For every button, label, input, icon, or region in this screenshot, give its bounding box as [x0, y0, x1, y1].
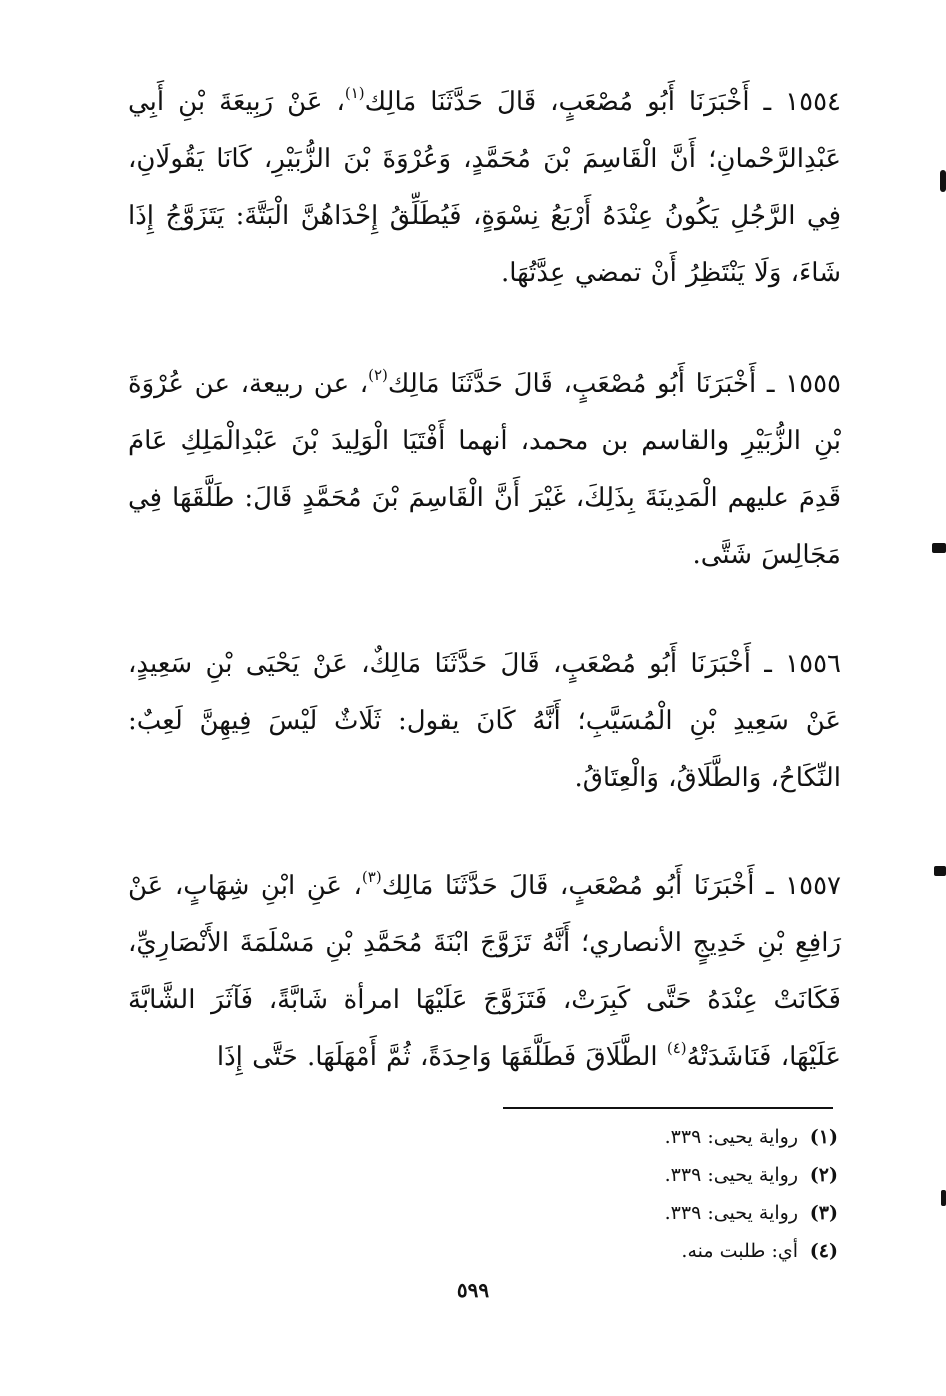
footnote-text: رواية يحيى: ٣٣٩. [664, 1126, 798, 1148]
footnote-item [500, 1156, 838, 1194]
scan-edge-mark [932, 543, 946, 553]
hadith-text: أَخْبَرَنَا أَبُو مُصْعَبٍ، قَالَ حَدَّثَنَا مَالِك [387, 369, 757, 399]
footnote-text: رواية يحيى: ٣٣٩. [664, 1202, 798, 1224]
hadith-number: ١٥٥٥ [785, 369, 841, 399]
hadith-text: ، عَنِ ابْنِ شِهَابٍ، عَنْ رَافِعِ بْنِ خَدِيجٍ الأنصاري؛ أَنَّهُ تَزَوَّجَ ابْنَةَ مُحَمَّدِ بْنِ مَسْلَمَةَ الأَنْصَارِيِّ، فَكَانَتْ عِنْدَهُ حَتَّى كَبِرَتْ، فَتَزَوَّجَ عَلَيْهَا امرأة شَابَّةً، فَآثَرَ الشَّابَّةَ عَلَيْهَا، فَنَاشَدَتْهُ [128, 871, 841, 1072]
scan-edge-mark [941, 1190, 946, 1206]
footnote-item [500, 1232, 838, 1270]
footnote-mark: (٣) [809, 1202, 838, 1224]
page-number: ٥٩٩ [456, 1278, 490, 1302]
footnote-text: أي: طلبت منه. [681, 1240, 798, 1262]
hadith-text: ، عن ربيعة، عن عُرْوَةَ بْنِ الزُّبَيْرِ والقاسم بن محمد، أنهما أَفْتَيَا الْوَلِيدَ بْنَ عَبْدِالْمَلِكِ عَامَ قَدِمَ عليهم الْمَدِينَةَ بِذَلِكَ، غَيْرَ أَنَّ الْقَاسِمَ بْنَ مُحَمَّدٍ قَالَ: طَلَّقَهَا فِي مَجَالِسَ شَتَّى. [128, 369, 841, 570]
footnote-reference: (٢) [368, 366, 388, 384]
footnote-mark: (١) [809, 1126, 838, 1148]
hadith-text: الطَّلَاقَ فَطَلَّقَهَا وَاحِدَةً، ثُمَّ أَمْهَلَهَا. حَتَّى إِذَا [216, 1042, 667, 1072]
hadith-number: ١٥٥٦ [785, 649, 841, 679]
footnote-text: رواية يحيى: ٣٣٩. [664, 1164, 798, 1186]
footnote-item [500, 1118, 838, 1156]
footnote-mark: (٢) [809, 1164, 838, 1186]
hadith-number: ١٥٥٤ [785, 87, 841, 117]
hadith-text: أَخْبَرَنَا أَبُو مُصْعَبٍ، قَالَ حَدَّثَنَا مَالِك [364, 87, 750, 117]
footnote-mark: (٤) [809, 1240, 838, 1262]
scan-edge-mark [940, 170, 946, 192]
footnote-item [500, 1194, 838, 1232]
footnote-reference: (١) [344, 84, 365, 102]
hadith-1557: ١٥٥٧ ـ أَخْبَرَنَا أَبُو مُصْعَبٍ، قَالَ حَدَّثَنَا مَالِك$^{(٣)}$، عَنِ ابْنِ شِهَابٍ، عَنْ رَافِعِ بْنِ خَدِيجٍ الأنصاري؛ أَنَّهُ تَزَوَّجَ ابْنَةَ مُحَمَّدِ بْنِ مَسْلَمَةَ الأَنْصَارِيِّ، فَكَانَتْ عِنْدَهُ حَتَّى كَبِرَتْ، فَتَزَوَّجَ عَلَيْهَا امرأة شَابَّةً، فَآثَرَ الشَّابَّةَ عَلَيْهَا، فَنَاشَدَتْهُ$^{(٤)}$ الطَّلَاقَ فَطَلَّقَهَا وَاحِدَةً، ثُمَّ أَمْهَلَهَا. حَتَّى إِذَا [128, 868, 841, 1072]
scan-edge-mark [934, 866, 946, 876]
footnote-reference: (٤) [666, 1039, 687, 1057]
hadith-1556: ١٥٥٦ ـ أَخْبَرَنَا أَبُو مُصْعَبٍ، قَالَ حَدَّثَنَا مَالِكٌ، عَنْ يَحْيَى بْنِ سَعِيدٍ، عَنْ سَعِيدِ بْنِ الْمُسَيَّبِ؛ أَنَّهُ كَانَ يقول: ثَلَاثٌ لَيْسَ فِيهِنَّ لَعِبٌ: النِّكَاحُ، وَالطَّلَاقُ، وَالْعِتَاقُ. [128, 649, 841, 793]
hadith-text: أَخْبَرَنَا أَبُو مُصْعَبٍ، قَالَ حَدَّثَنَا مَالِكٌ، عَنْ يَحْيَى بْنِ سَعِيدٍ، عَنْ سَعِيدِ بْنِ الْمُسَيَّبِ؛ أَنَّهُ كَانَ يقول: ثَلَاثٌ لَيْسَ فِيهِنَّ لَعِبٌ: النِّكَاحُ، وَالطَّلَاقُ، وَالْعِتَاقُ. [128, 649, 841, 793]
footnote-divider [503, 1107, 833, 1109]
footnotes [500, 1118, 838, 1270]
hadith-1554: ١٥٥٤ ـ أَخْبَرَنَا أَبُو مُصْعَبٍ، قَالَ حَدَّثَنَا مَالِك$^{(١)}$، عَنْ رَبِيعَةَ بْنِ أَبِي عَبْدِالرَّحْمانِ؛ أَنَّ الْقَاسِمَ بْنَ مُحَمَّدٍ، وَعُرْوَةَ بْنَ الزُّبَيْرِ، كَانَا يَقُولَانِ، فِي الرَّجُلِ يَكُونُ عِنْدَهُ أَرْبَعُ نِسْوَةٍ، فَيُطَلِّقُ إِحْدَاهُنَّ الْبَتَّةَ: يَتَزَوَّجُ إِذَا شَاءَ، وَلَا يَنْتَظِرُ أَنْ تمضي عِدَّتُهَا. [128, 84, 841, 288]
hadith-text: أَخْبَرَنَا أَبُو مُصْعَبٍ، قَالَ حَدَّثَنَا مَالِك [381, 871, 755, 901]
hadith-text: ، عَنْ رَبِيعَةَ بْنِ أَبِي عَبْدِالرَّحْمانِ؛ أَنَّ الْقَاسِمَ بْنَ مُحَمَّدٍ، وَعُرْوَةَ بْنَ الزُّبَيْرِ، كَانَا يَقُولَانِ، فِي الرَّجُلِ يَكُونُ عِنْدَهُ أَرْبَعُ نِسْوَةٍ، فَيُطَلِّقُ إِحْدَاهُنَّ الْبَتَّةَ: يَتَزَوَّجُ إِذَا شَاءَ، وَلَا يَنْتَظِرُ أَنْ تمضي عِدَّتُهَا. [128, 87, 841, 288]
hadith-1555: ١٥٥٥ ـ أَخْبَرَنَا أَبُو مُصْعَبٍ، قَالَ حَدَّثَنَا مَالِك$^{(٢)}$، عن ربيعة، عن عُرْوَةَ بْنِ الزُّبَيْرِ والقاسم بن محمد، أنهما أَفْتَيَا الْوَلِيدَ بْنَ عَبْدِالْمَلِكِ عَامَ قَدِمَ عليهم الْمَدِينَةَ بِذَلِكَ، غَيْرَ أَنَّ الْقَاسِمَ بْنَ مُحَمَّدٍ قَالَ: طَلَّقَهَا فِي مَجَالِسَ شَتَّى. [128, 366, 841, 570]
hadith-number: ١٥٥٧ [785, 871, 841, 901]
footnote-reference: (٣) [361, 868, 382, 886]
